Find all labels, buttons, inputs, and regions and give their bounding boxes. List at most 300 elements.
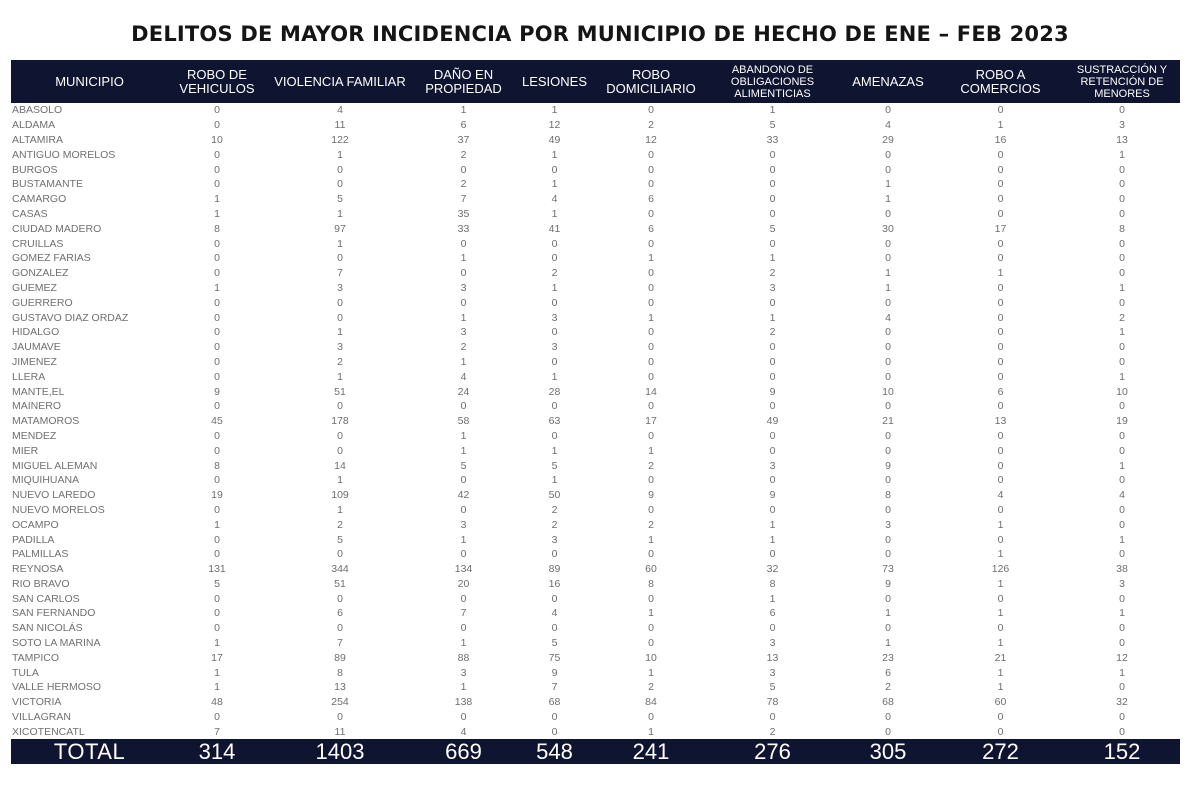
value-cell: 0 (769, 296, 776, 309)
value-cell: 19 (1116, 415, 1128, 428)
value-cell: 1 (551, 104, 558, 117)
table-row (11, 295, 1180, 310)
total-label: TOTAL (11, 739, 168, 764)
value-cell: 178 (331, 415, 349, 428)
value-cell: 0 (214, 148, 220, 161)
value-cell: 3 (337, 281, 343, 294)
value-cell: 41 (548, 222, 561, 235)
municipio-cell: NUEVO LAREDO (12, 489, 96, 502)
value-cell: 11 (334, 119, 346, 132)
value-cell: 4 (551, 193, 558, 206)
value-cell: 0 (1119, 267, 1125, 280)
value-cell: 0 (214, 237, 220, 250)
table-row (11, 325, 1180, 340)
table-row (11, 517, 1180, 532)
total-cell: 241 (596, 739, 706, 764)
value-cell: 0 (648, 267, 654, 280)
value-cell: 126 (991, 563, 1010, 576)
value-cell: 63 (548, 415, 561, 428)
value-cell: 0 (885, 474, 891, 487)
municipio-cell: RIO BRAVO (12, 577, 70, 590)
value-cell: 1 (337, 503, 343, 516)
municipio-cell: GOMEZ FARIAS (12, 252, 91, 265)
value-cell: 49 (548, 133, 561, 146)
value-cell: 8 (1119, 222, 1125, 235)
value-cell: 7 (337, 637, 343, 650)
value-cell: 17 (211, 651, 223, 664)
value-cell: 0 (885, 711, 891, 724)
municipio-cell: MATAMOROS (12, 415, 80, 428)
header-violencia-familiar: VIOLENCIA FAMILIAR (266, 60, 414, 103)
value-cell: 17 (645, 415, 657, 428)
value-cell: 17 (994, 222, 1007, 235)
value-cell: 23 (882, 651, 894, 664)
value-cell: 0 (1119, 503, 1125, 516)
value-cell: 0 (885, 533, 891, 546)
municipio-cell: CAMARGO (12, 193, 67, 206)
value-cell: 0 (769, 711, 776, 724)
municipio-cell: PADILLA (12, 533, 55, 546)
value-cell: 0 (214, 622, 220, 635)
municipio-cell: VILLAGRAN (12, 711, 71, 724)
value-cell: 0 (997, 711, 1004, 724)
value-cell: 0 (1119, 237, 1125, 250)
value-cell: 0 (337, 622, 343, 635)
municipio-cell: ABASOLO (12, 104, 63, 117)
value-cell: 0 (337, 444, 343, 457)
value-cell: 9 (648, 489, 654, 502)
value-cell: 1 (551, 148, 558, 161)
value-cell: 1 (769, 518, 776, 531)
value-cell: 344 (331, 563, 349, 576)
value-cell: 32 (1116, 696, 1128, 709)
value-cell: 2 (460, 178, 467, 191)
value-cell: 2 (337, 355, 343, 368)
table-body (11, 103, 1180, 739)
value-cell: 0 (551, 355, 558, 368)
value-cell: 0 (997, 444, 1004, 457)
value-cell: 13 (994, 415, 1007, 428)
value-cell: 1 (214, 207, 220, 220)
value-cell: 1 (769, 252, 776, 265)
value-cell: 0 (214, 503, 220, 516)
value-cell: 0 (214, 296, 220, 309)
value-cell: 0 (769, 178, 776, 191)
value-cell: 1 (460, 429, 467, 442)
value-cell: 0 (885, 296, 891, 309)
municipio-cell: LLERA (12, 370, 46, 383)
value-cell: 30 (882, 222, 894, 235)
table-row (11, 369, 1180, 384)
municipio-cell: ALDAMA (12, 119, 56, 132)
value-cell: 3 (460, 666, 467, 679)
value-cell: 0 (885, 207, 891, 220)
header-amenazas: AMENAZAS (839, 60, 937, 103)
value-cell: 3 (885, 518, 891, 531)
value-cell: 60 (994, 696, 1007, 709)
value-cell: 78 (766, 696, 779, 709)
value-cell: 16 (548, 577, 561, 590)
value-cell: 0 (337, 592, 343, 605)
value-cell: 2 (769, 267, 776, 280)
table-row (11, 103, 1180, 118)
value-cell: 0 (885, 503, 891, 516)
value-cell: 10 (645, 651, 657, 664)
value-cell: 0 (997, 326, 1004, 339)
value-cell: 58 (457, 415, 470, 428)
value-cell: 2 (648, 119, 654, 132)
table-row (11, 710, 1180, 725)
value-cell: 4 (551, 607, 558, 620)
table-row (11, 384, 1180, 399)
table-row (11, 177, 1180, 192)
municipio-cell: OCAMPO (12, 518, 59, 531)
municipio-cell: MIQUIHUANA (12, 474, 80, 487)
value-cell: 0 (214, 548, 220, 561)
value-cell: 0 (214, 326, 220, 339)
municipio-cell: BURGOS (12, 163, 58, 176)
value-cell: 0 (648, 429, 654, 442)
value-cell: 0 (769, 193, 776, 206)
table-row (11, 133, 1180, 148)
value-cell: 1 (648, 252, 654, 265)
value-cell: 68 (548, 696, 561, 709)
value-cell: 0 (1119, 163, 1125, 176)
value-cell: 0 (1119, 444, 1125, 457)
value-cell: 4 (997, 489, 1004, 502)
value-cell: 0 (214, 178, 220, 191)
table-row (11, 221, 1180, 236)
municipio-cell: TAMPICO (12, 651, 60, 664)
value-cell: 0 (551, 400, 558, 413)
value-cell: 5 (337, 533, 343, 546)
value-cell: 3 (769, 637, 776, 650)
value-cell: 4 (1119, 489, 1125, 502)
value-cell: 1 (460, 444, 467, 457)
value-cell: 0 (648, 341, 654, 354)
value-cell: 3 (551, 341, 558, 354)
value-cell: 3 (337, 341, 343, 354)
table-row (11, 473, 1180, 488)
value-cell: 1 (1119, 533, 1125, 546)
value-cell: 0 (648, 281, 654, 294)
value-cell: 0 (1119, 474, 1125, 487)
value-cell: 1 (460, 355, 467, 368)
value-cell: 0 (648, 178, 654, 191)
value-cell: 2 (551, 518, 558, 531)
value-cell: 122 (331, 133, 349, 146)
value-cell: 6 (769, 607, 776, 620)
header-lesiones: LESIONES (513, 60, 596, 103)
value-cell: 1 (337, 370, 343, 383)
value-cell: 0 (214, 355, 220, 368)
value-cell: 0 (997, 341, 1004, 354)
value-cell: 0 (885, 444, 891, 457)
value-cell: 10 (211, 133, 223, 146)
value-cell: 2 (551, 503, 558, 516)
value-cell: 1 (997, 518, 1004, 531)
value-cell: 1 (337, 237, 343, 250)
value-cell: 3 (460, 326, 467, 339)
municipio-cell: NUEVO MORELOS (12, 503, 105, 516)
table-row (11, 162, 1180, 177)
table-row (11, 532, 1180, 547)
table-row (11, 577, 1180, 592)
value-cell: 45 (211, 415, 223, 428)
table-row (11, 488, 1180, 503)
value-cell: 0 (648, 355, 654, 368)
value-cell: 2 (769, 725, 776, 738)
municipio-cell: GUEMEZ (12, 281, 57, 294)
value-cell: 0 (551, 252, 558, 265)
value-cell: 13 (766, 651, 779, 664)
value-cell: 1 (997, 607, 1004, 620)
value-cell: 3 (1119, 577, 1125, 590)
value-cell: 0 (551, 326, 558, 339)
value-cell: 0 (648, 237, 654, 250)
value-cell: 97 (334, 222, 346, 235)
value-cell: 0 (460, 592, 467, 605)
value-cell: 1 (769, 311, 776, 324)
value-cell: 1 (648, 666, 654, 679)
header-municipio: MUNICIPIO (11, 60, 168, 103)
value-cell: 3 (460, 518, 467, 531)
value-cell: 1 (885, 178, 891, 191)
value-cell: 1 (214, 518, 220, 531)
table-row (11, 724, 1180, 739)
value-cell: 84 (645, 696, 657, 709)
value-cell: 28 (548, 385, 561, 398)
value-cell: 0 (997, 207, 1004, 220)
value-cell: 0 (885, 148, 891, 161)
value-cell: 1 (648, 444, 654, 457)
value-cell: 0 (460, 296, 467, 309)
value-cell: 0 (1119, 548, 1125, 561)
municipio-cell: SAN CARLOS (12, 592, 80, 605)
value-cell: 3 (1119, 119, 1125, 132)
value-cell: 0 (648, 548, 654, 561)
value-cell: 16 (994, 133, 1007, 146)
total-cell: 1403 (266, 739, 414, 764)
value-cell: 0 (648, 148, 654, 161)
value-cell: 3 (769, 666, 776, 679)
value-cell: 1 (885, 637, 891, 650)
value-cell: 89 (334, 651, 346, 664)
value-cell: 1 (997, 637, 1004, 650)
value-cell: 254 (331, 696, 349, 709)
table-row (11, 310, 1180, 325)
value-cell: 0 (1119, 518, 1125, 531)
value-cell: 2 (769, 326, 776, 339)
table-row (11, 266, 1180, 281)
value-cell: 4 (885, 119, 891, 132)
value-cell: 0 (769, 341, 776, 354)
value-cell: 7 (460, 607, 467, 620)
value-cell: 1 (769, 533, 776, 546)
table-row (11, 236, 1180, 251)
value-cell: 8 (214, 459, 220, 472)
municipio-cell: HIDALGO (12, 326, 60, 339)
value-cell: 0 (1119, 637, 1125, 650)
table-row (11, 591, 1180, 606)
value-cell: 0 (997, 370, 1004, 383)
value-cell: 0 (997, 148, 1004, 161)
value-cell: 8 (769, 577, 776, 590)
value-cell: 0 (997, 400, 1004, 413)
value-cell: 0 (460, 548, 467, 561)
value-cell: 14 (645, 385, 657, 398)
value-cell: 1 (214, 681, 220, 694)
value-cell: 0 (1119, 725, 1125, 738)
value-cell: 0 (460, 237, 467, 250)
value-cell: 1 (648, 311, 654, 324)
value-cell: 0 (769, 148, 776, 161)
value-cell: 9 (885, 459, 891, 472)
value-cell: 0 (648, 370, 654, 383)
value-cell: 1 (214, 666, 220, 679)
value-cell: 0 (997, 474, 1004, 487)
value-cell: 0 (214, 252, 220, 265)
table-row (11, 650, 1180, 665)
value-cell: 0 (460, 400, 467, 413)
value-cell: 0 (769, 207, 776, 220)
value-cell: 9 (214, 385, 220, 398)
municipio-cell: MAINERO (12, 400, 62, 413)
value-cell: 0 (885, 400, 891, 413)
value-cell: 1 (337, 474, 343, 487)
header-robo-domiciliario: ROBO DOMICILIARIO (596, 60, 706, 103)
value-cell: 0 (460, 711, 467, 724)
value-cell: 131 (208, 563, 226, 576)
value-cell: 0 (214, 119, 220, 132)
value-cell: 0 (551, 548, 558, 561)
municipio-cell: MIER (12, 444, 39, 457)
table-row (11, 147, 1180, 162)
value-cell: 38 (1116, 563, 1128, 576)
total-cell: 669 (414, 739, 513, 764)
value-cell: 68 (882, 696, 894, 709)
table-row (11, 118, 1180, 133)
table-row (11, 458, 1180, 473)
value-cell: 60 (645, 563, 657, 576)
header-abandono-obligaciones: ABANDONO DE OBLIGACIONES ALIMENTICIAS (706, 60, 839, 103)
municipio-cell: MIGUEL ALEMAN (12, 459, 98, 472)
value-cell: 1 (769, 104, 776, 117)
value-cell: 21 (882, 415, 894, 428)
value-cell: 0 (460, 474, 467, 487)
value-cell: 37 (457, 133, 470, 146)
table-row (11, 414, 1180, 429)
value-cell: 0 (551, 592, 558, 605)
value-cell: 0 (460, 163, 467, 176)
value-cell: 0 (214, 267, 220, 280)
value-cell: 11 (334, 725, 346, 738)
value-cell: 0 (1119, 681, 1125, 694)
value-cell: 0 (337, 296, 343, 309)
value-cell: 6 (648, 193, 654, 206)
value-cell: 20 (457, 577, 470, 590)
value-cell: 0 (337, 711, 343, 724)
value-cell: 75 (548, 651, 561, 664)
value-cell: 0 (997, 296, 1004, 309)
table-row (11, 680, 1180, 695)
value-cell: 0 (648, 400, 654, 413)
value-cell: 0 (1119, 622, 1125, 635)
value-cell: 7 (460, 193, 467, 206)
value-cell: 3 (769, 281, 776, 294)
value-cell: 0 (648, 592, 654, 605)
value-cell: 0 (997, 193, 1004, 206)
value-cell: 0 (337, 311, 343, 324)
value-cell: 12 (548, 119, 561, 132)
value-cell: 0 (769, 622, 776, 635)
value-cell: 0 (551, 725, 558, 738)
value-cell: 0 (337, 252, 343, 265)
municipio-cell: CIUDAD MADERO (12, 222, 102, 235)
value-cell: 1 (1119, 666, 1125, 679)
value-cell: 1 (997, 577, 1004, 590)
value-cell: 0 (885, 237, 891, 250)
value-cell: 0 (885, 252, 891, 265)
municipio-cell: GONZALEZ (12, 267, 69, 280)
value-cell: 35 (457, 207, 470, 220)
value-cell: 138 (454, 696, 473, 709)
value-cell: 1 (551, 474, 558, 487)
value-cell: 0 (551, 163, 558, 176)
value-cell: 0 (337, 178, 343, 191)
value-cell: 0 (551, 711, 558, 724)
value-cell: 1 (1119, 148, 1125, 161)
value-cell: 88 (457, 651, 470, 664)
value-cell: 6 (997, 385, 1004, 398)
total-cell: 305 (839, 739, 937, 764)
value-cell: 0 (997, 355, 1004, 368)
value-cell: 4 (885, 311, 891, 324)
value-cell: 1 (551, 207, 558, 220)
value-cell: 2 (1119, 311, 1125, 324)
value-cell: 0 (997, 311, 1004, 324)
value-cell: 1 (997, 666, 1004, 679)
value-cell: 0 (769, 400, 776, 413)
municipio-cell: CRUILLAS (12, 237, 64, 250)
value-cell: 7 (337, 267, 343, 280)
value-cell: 0 (337, 429, 343, 442)
value-cell: 0 (997, 429, 1004, 442)
value-cell: 0 (1119, 252, 1125, 265)
municipio-cell: PALMILLAS (12, 548, 69, 561)
value-cell: 1 (1119, 326, 1125, 339)
value-cell: 6 (460, 119, 467, 132)
municipio-cell: SAN FERNANDO (12, 607, 96, 620)
value-cell: 0 (997, 533, 1004, 546)
value-cell: 13 (1116, 133, 1128, 146)
value-cell: 0 (1119, 178, 1125, 191)
value-cell: 1 (1119, 459, 1125, 472)
table-row (11, 621, 1180, 636)
value-cell: 0 (997, 725, 1004, 738)
value-cell: 0 (997, 503, 1004, 516)
total-cell: 272 (937, 739, 1064, 764)
value-cell: 0 (551, 296, 558, 309)
value-cell: 0 (460, 622, 467, 635)
value-cell: 2 (648, 518, 654, 531)
value-cell: 0 (885, 163, 891, 176)
value-cell: 0 (885, 429, 891, 442)
total-cell: 276 (706, 739, 839, 764)
value-cell: 0 (769, 163, 776, 176)
value-cell: 89 (548, 563, 561, 576)
value-cell: 4 (460, 725, 467, 738)
